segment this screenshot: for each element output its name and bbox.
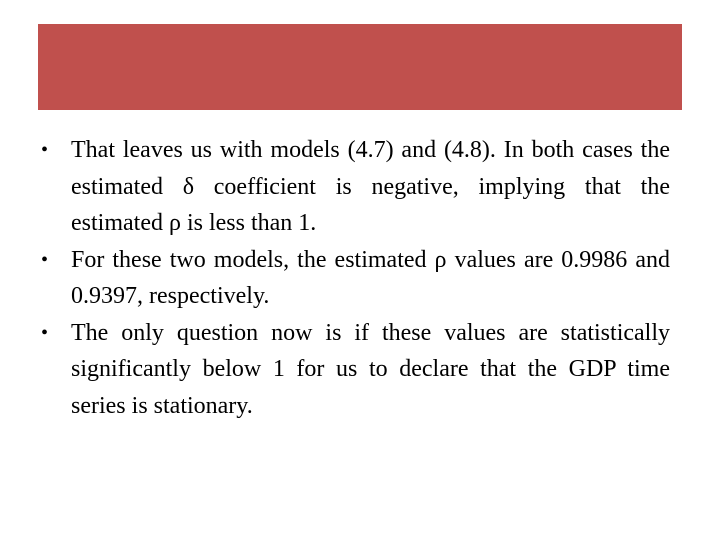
bullet-marker: • [41, 248, 49, 271]
bullet-item [38, 132, 670, 242]
bullet-marker: • [41, 321, 49, 344]
header-band [38, 24, 682, 110]
bullet-list [38, 132, 670, 424]
bullet-text: For these two models, the estimated ρ values are 0.9986 and 0.9397, respectively. [71, 246, 670, 309]
bullet-text: The only question now is if these values are statistically significantly below 1 for us to declare that the GDP time series is stationary. [71, 319, 670, 419]
bullet-item [38, 315, 670, 425]
bullet-text: That leaves us with models (4.7) and (4.8). In both cases the estimated δ coefficient is negative, implying that the estimated ρ is less than 1. [71, 137, 670, 236]
bullet-item [38, 242, 670, 315]
bullet-marker: • [41, 139, 49, 161]
